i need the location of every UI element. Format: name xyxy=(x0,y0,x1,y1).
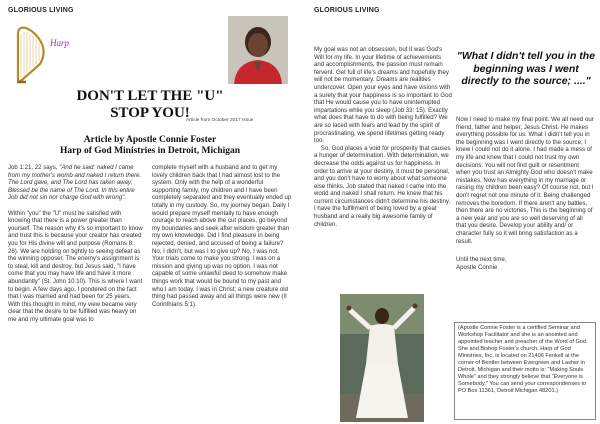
closing-line-1: Until the next time, xyxy=(456,256,507,263)
paragraph-1-quote: "And he said: naked I came from my mother's womb and naked I return there. The Lord gave, and The Lord has taken away; Blessed be the name of The Lord. In this entire Job did not sin nor charge God with wrong". xyxy=(8,164,143,202)
title-line-2: STOP YOU! xyxy=(110,105,190,121)
magazine-header: GLORIOUS LIVING xyxy=(314,7,380,14)
paragraph-1-start: Job 1:21, 22 says, xyxy=(8,164,60,171)
left-column-2: complete myself with a husband and to get my lovely children back that I had almost lost to the system. Only with the help of a wonderful supporting family, my children and I have been completely separated and they eventually ended up totally in my custody. So, my journey began. Daily I would prepare myself mentally to have enough courage to reach above the cut places, go beyond my boundaries and seek after wisdom greater than my own knowledge. Did I find pleasure in being rejected, denied, and accused of being a failure? No, I didn't, but was I to give up? No, I was not. Your trials come to make you strong. I was on a mission and giving up was no option. I was not capable of some unlawful deed to somehow make things work that would be bound to my past and who I am today. I was in Christ; a new creature old thing had passed away and all things were new (II Corinthians 5:1). xyxy=(152,164,293,308)
right-column-1 xyxy=(314,46,452,306)
closing-line-2: Apostle Connie xyxy=(456,263,498,271)
author-photo-white-dress xyxy=(340,294,424,422)
author-bio-box: (Apostle Connie Foster is a certified Seminar and Workshop Facilitator and she is an anointed and appointed teacher and preacher of the Word of God. She and Bishop Foster's church, Harp of God Ministries, Inc. is located on 21406 Fenkell at the corner of Bentler between Evergreen and Lasher in Detroit, Michigan and their motto is: "Making Souls Whole" and they strongly believe that "Everyone is Somebody." You can send your correspondenses to PO Box 11361, Detroit Michigan 48201.) xyxy=(454,322,596,420)
paragraph-2: So, God places a void for prosperity that causes a hunger of determination. With determination, we decrease the odds against us for happiness. In order to arrive at your destiny, it must be personal, and you don't have to worry about what someone else thinks. Job stated that naked I came into the world and naked I shall return. He knew that his current circumstances didn't determine his destiny. I have the fulfillment of being loved by a great husband and a really big awesome family of children. xyxy=(314,144,453,228)
paragraph-2: Within "you" the "U" must be satisfied with knowing that there is a power greater than yourself. The reason why it's so important to know and trust this is because your creator has created you for His divine will and purpose (Romans 8: 28). We are holding on tightly to seeing defeat as the winning opposer. The enemy's assignment is to steal, kill and destroy, but Jesus said, "I have come that you may have life and have it more abundantly" (St. John 10:10). This is where I want to begin. A few days ago, I pondered on the fact that I was married and had been for 25 years. With this thought in mind, my view became very clear that the desire to be fulfilled was heavy on me and my ultimate goal was to xyxy=(8,209,145,323)
title-line-1: DON'T LET THE "U" xyxy=(76,88,224,104)
byline-line-1: Article by Apostle Connie Foster xyxy=(83,135,217,145)
byline-line-2: Harp of God Ministries in Detroit, Michigan xyxy=(59,146,241,156)
right-page xyxy=(300,0,600,424)
article-byline xyxy=(20,135,280,157)
article-title xyxy=(60,88,240,122)
magazine-header: GLORIOUS LIVING xyxy=(8,7,74,14)
closing-signoff xyxy=(456,256,594,276)
harp-label: Harp xyxy=(50,38,70,48)
pull-quote: "What I didn't tell you in the beginning was I went directly to the source; ...." xyxy=(456,50,596,87)
harp-icon xyxy=(12,24,48,84)
right-column-2: Now I need to make my final point. We all need our friend, father and helper, Jesus Christ. He makes everything possible for us. What I didn't tell you in the beginning was I went directly to the source; I knew I could not do it alone. I had made a mess of my life and knew that I could not trust my own decisions. You will not find guilt or resentment when you trust an Almighty God who doesn't make mistakes. Now has everything in my marriage or raising my children been easy? Of course not, but I don't regret not one minute of it. Being challenged removes the boredom. If there aren't any battles, then there are no victories. This is the beginning of a new year and you are so well deserving of all that you desire. Develop your ability and/ or character fully so it will bring satisfaction as a result. xyxy=(456,116,596,245)
paragraph-1: My goal was not an obsession, but it was God's Will for my life. In your lifetime of achievements and accomplishments, the passion must remain fervent. Get full of life's dreams and hopefully they will not be momentary. Dreams are realities undercover. Open your eyes and have visions with a surety that your happiness is so important to God that He would cause you to have uninterrupted impartations while you sleep (Job 33: 15). Exactly what does that have to do with being fulfilled? We are so laced with fears and lead by the spirit of procrastinating, we spend lifetimes getting ready too. xyxy=(314,46,454,145)
left-column-1 xyxy=(8,164,144,422)
article-note: Article from October 2017 Issue xyxy=(186,118,254,123)
author-photo xyxy=(228,16,288,84)
